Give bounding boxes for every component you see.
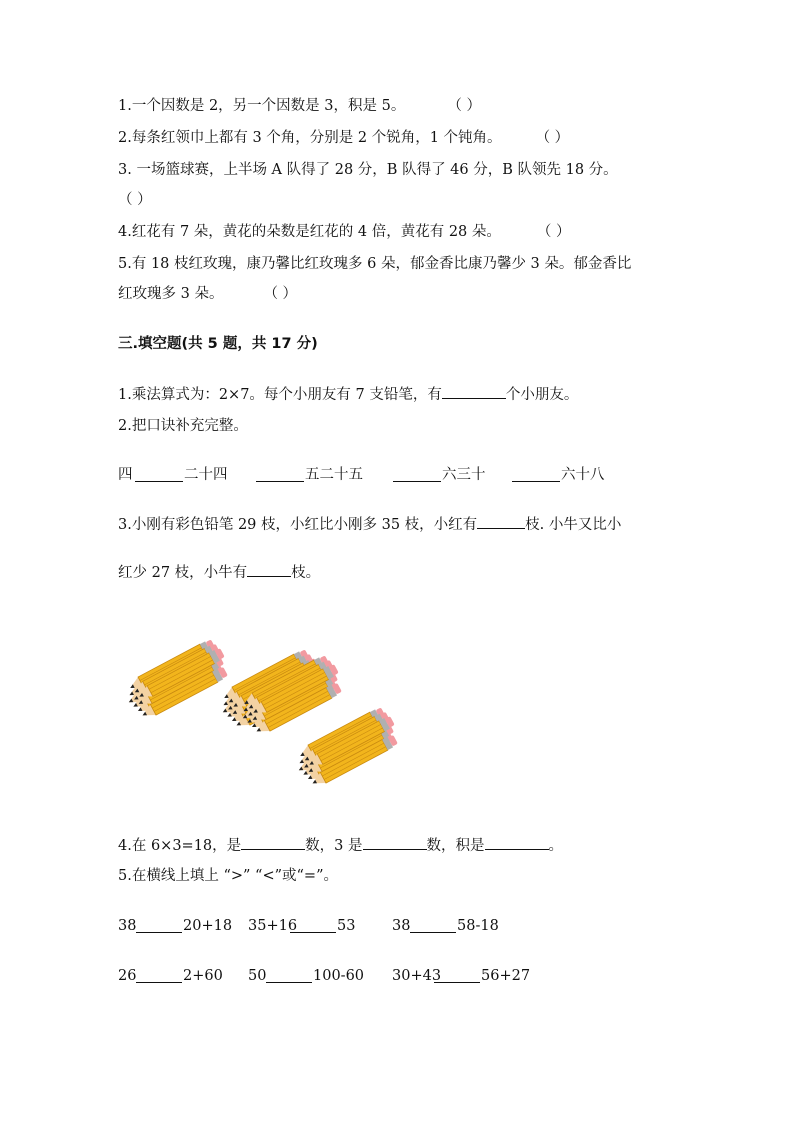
answer-paren[interactable]: （ ） (118, 192, 152, 208)
judge-item-2: 2.每条红领巾上都有 3 个角，分别是 2 个锐角，1 个钝角。 （ ） (118, 130, 570, 146)
compare-row-2: 26 2+60 50 100-60 30+43 56+27 (118, 968, 531, 984)
answer-blank[interactable] (393, 467, 441, 482)
fill-item-5: 5.在横线上填上 “>” “<”或“=”。 (118, 868, 338, 884)
answer-blank[interactable] (266, 968, 312, 983)
compare-row-1: 38 20+18 35+16 53 38 58-18 (118, 918, 499, 934)
kouju-row: 四 二十四 五二十五 六三十 六十八 (118, 467, 605, 483)
answer-blank[interactable] (256, 467, 304, 482)
judge-item-3-paren-line (118, 190, 152, 210)
fill-item-3: 3.小刚有彩色铅笔 29 枝，小红比小刚多 35 枝，小红有 枝. 小牛又比小 (118, 514, 621, 535)
fill-item-1: 1.乘法算式为：2×7。每个小朋友有 7 支铅笔，有 个小朋友。 (118, 384, 578, 405)
answer-blank[interactable] (136, 968, 182, 983)
answer-paren[interactable]: （ ） (263, 286, 298, 302)
answer-blank[interactable] (485, 835, 549, 850)
answer-blank[interactable] (477, 514, 525, 529)
answer-blank[interactable] (241, 835, 305, 850)
answer-blank[interactable] (136, 918, 182, 933)
judge-item-5: 5.有 18 枝红玫瑰，康乃馨比红玫瑰多 6 朵，郁金香比康乃馨少 3 朵。郁金香比 (118, 256, 632, 272)
answer-blank[interactable] (363, 835, 427, 850)
section-title: 三.填空题(共 5 题，共 17 分) (118, 336, 318, 352)
answer-paren[interactable]: （ ） (536, 224, 571, 240)
answer-paren[interactable]: （ ） (447, 98, 481, 114)
judge-item-5-cont: 红玫瑰多 3 朵。 （ ） (118, 286, 298, 302)
judge-item-4: 4.红花有 7 朵，黄花的朵数是红花的 4 倍，黄花有 28 朵。 （ ） (118, 224, 571, 240)
fill-item-2: 2.把口诀补充完整。 (118, 418, 248, 434)
pencil-bundle-4 (290, 705, 403, 785)
answer-blank[interactable] (290, 918, 336, 933)
answer-blank[interactable] (135, 467, 183, 482)
answer-paren[interactable]: （ ） (535, 130, 570, 146)
answer-blank[interactable] (434, 968, 480, 983)
answer-blank[interactable] (410, 918, 456, 933)
pencil-bundles-image (118, 635, 418, 785)
fill-item-4: 4.在 6×3=18，是 数，3 是 数，积是 。 (118, 835, 563, 856)
answer-blank[interactable] (247, 562, 291, 577)
judge-item-1: 1.一个因数是 2，另一个因数是 3，积是 5。 （ ） (118, 98, 481, 114)
fill-item-3-cont: 红少 27 枝，小牛有 枝。 (118, 562, 320, 583)
judge-item-3: 3. 一场篮球赛，上半场 A 队得了 28 分，B 队得了 46 分，B 队领先 18 分。 (118, 162, 618, 178)
pencil-bundle-1 (120, 637, 233, 724)
answer-blank[interactable] (512, 467, 560, 482)
answer-blank[interactable] (442, 384, 506, 399)
